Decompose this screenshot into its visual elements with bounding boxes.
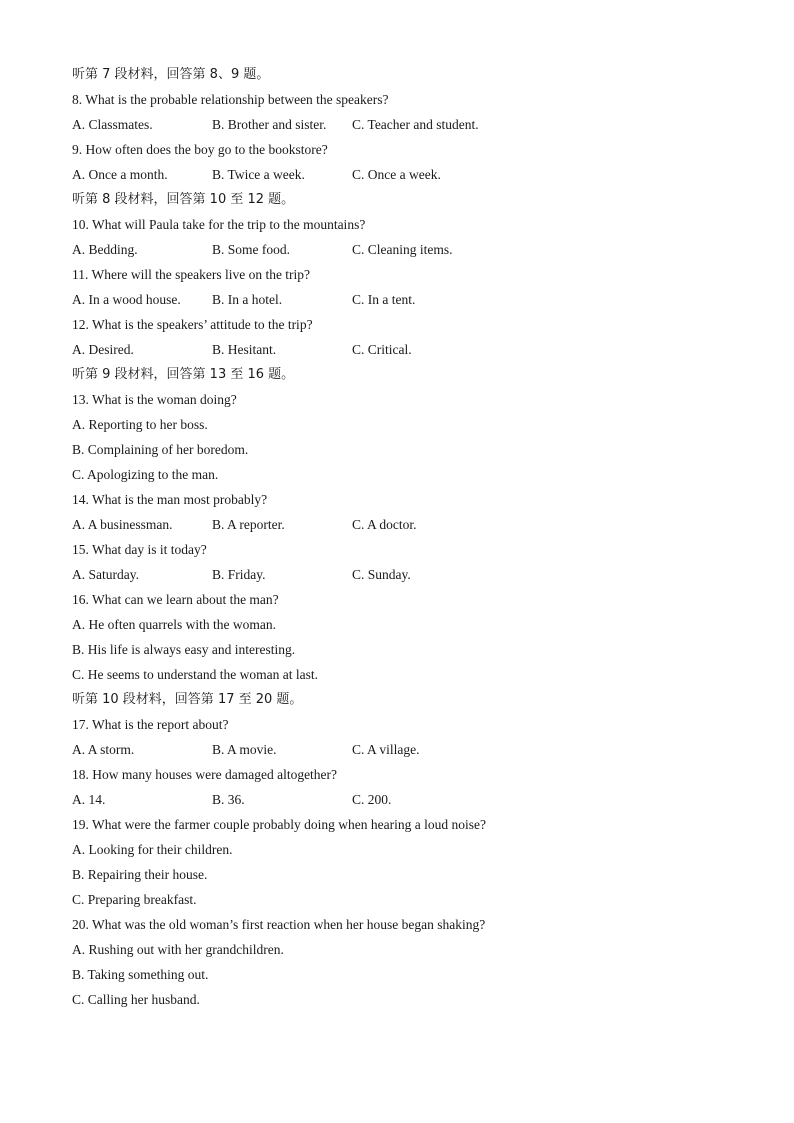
answer-option: B. Taking something out. xyxy=(72,967,209,982)
answer-option: B. In a hotel. xyxy=(212,292,283,307)
question-text: 20. What was the old woman’s first reaction when her house began shaking? xyxy=(72,917,486,932)
answer-option: C. Preparing breakfast. xyxy=(72,892,197,907)
answer-option: C. In a tent. xyxy=(352,292,416,307)
answer-option: B. Brother and sister. xyxy=(212,117,327,132)
answer-options-row xyxy=(72,112,752,137)
answer-option: C. A doctor. xyxy=(352,517,417,532)
answer-option: A. 14. xyxy=(72,792,106,807)
answer-options-row xyxy=(72,562,752,587)
question-text: 18. How many houses were damaged altogether? xyxy=(72,767,338,782)
answer-option: A. Looking for their children. xyxy=(72,842,233,857)
answer-option: C. Apologizing to the man. xyxy=(72,467,219,482)
question-text: 16. What can we learn about the man? xyxy=(72,592,279,607)
answer-options-row xyxy=(72,512,752,537)
question-text: 8. What is the probable relationship between the speakers? xyxy=(72,92,389,107)
answer-option: C. Sunday. xyxy=(352,567,411,582)
answer-option: A. Reporting to her boss. xyxy=(72,417,208,432)
answer-options-row xyxy=(72,737,752,762)
answer-option: B. A movie. xyxy=(212,742,277,757)
answer-option: A. In a wood house. xyxy=(72,292,181,307)
answer-option: A. Desired. xyxy=(72,342,134,357)
answer-option: A. A storm. xyxy=(72,742,135,757)
answer-options-row xyxy=(72,237,752,262)
answer-options-row xyxy=(72,787,752,812)
answer-option: B. Twice a week. xyxy=(212,167,305,182)
answer-option: A. Bedding. xyxy=(72,242,138,257)
answer-option: B. Repairing their house. xyxy=(72,867,208,882)
answer-options-row xyxy=(72,337,752,362)
answer-option: B. 36. xyxy=(212,792,245,807)
section-heading: 听第 10 段材料，回答第 17 至 20 题。 xyxy=(72,692,303,707)
answer-option: B. His life is always easy and interesting. xyxy=(72,642,296,657)
answer-option: A. A businessman. xyxy=(72,517,173,532)
answer-option: B. Friday. xyxy=(212,567,266,582)
answer-option: A. Rushing out with her grandchildren. xyxy=(72,942,284,957)
answer-option: C. Teacher and student. xyxy=(352,117,479,132)
answer-option: C. A village. xyxy=(352,742,420,757)
answer-option: B. A reporter. xyxy=(212,517,285,532)
answer-option: A. Once a month. xyxy=(72,167,168,182)
answer-option: C. Cleaning items. xyxy=(352,242,453,257)
answer-option: A. Classmates. xyxy=(72,117,153,132)
question-text: 10. What will Paula take for the trip to the mountains? xyxy=(72,217,366,232)
answer-option: A. Saturday. xyxy=(72,567,139,582)
answer-options-row xyxy=(72,287,752,312)
section-heading: 听第 8 段材料，回答第 10 至 12 题。 xyxy=(72,192,295,207)
question-text: 9. How often does the boy go to the bookstore? xyxy=(72,142,328,157)
question-text: 12. What is the speakers’ attitude to the trip? xyxy=(72,317,313,332)
answer-options-row xyxy=(72,162,752,187)
question-text: 17. What is the report about? xyxy=(72,717,229,732)
answer-option: B. Hesitant. xyxy=(212,342,277,357)
answer-option: C. 200. xyxy=(352,792,392,807)
question-text: 13. What is the woman doing? xyxy=(72,392,237,407)
section-heading: 听第 7 段材料，回答第 8、9 题。 xyxy=(72,67,270,82)
question-text: 14. What is the man most probably? xyxy=(72,492,268,507)
question-text: 15. What day is it today? xyxy=(72,542,207,557)
section-heading: 听第 9 段材料，回答第 13 至 16 题。 xyxy=(72,367,295,382)
answer-option: B. Some food. xyxy=(212,242,291,257)
answer-option: C. He seems to understand the woman at last. xyxy=(72,667,318,682)
answer-option: A. He often quarrels with the woman. xyxy=(72,617,276,632)
document-page xyxy=(72,62,752,1012)
answer-option: C. Once a week. xyxy=(352,167,441,182)
question-text: 11. Where will the speakers live on the trip? xyxy=(72,267,311,282)
question-text: 19. What were the farmer couple probably doing when hearing a loud noise? xyxy=(72,817,486,832)
answer-option: C. Critical. xyxy=(352,342,412,357)
answer-option: C. Calling her husband. xyxy=(72,992,200,1007)
answer-option: B. Complaining of her boredom. xyxy=(72,442,249,457)
